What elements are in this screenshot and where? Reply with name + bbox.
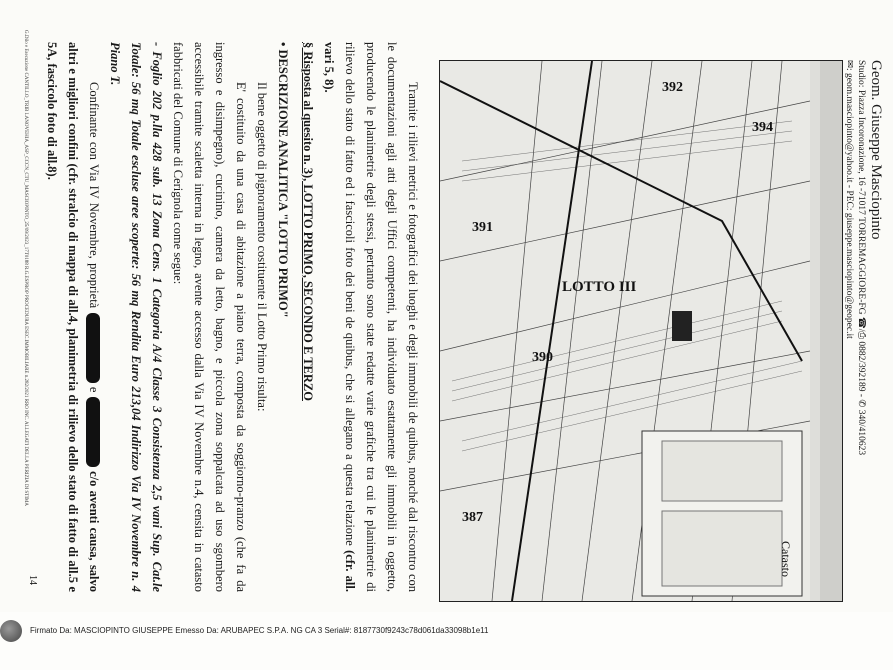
digital-signature: Firmato Da: MASCIOPINTO GIUSEPPE Emesso Da: ARUBAPEC S.P.A. NG CA 3 Serial#: 8187730f9243c78d061da33098b1e11 [30, 626, 489, 635]
lot-heading: • DESCRIZIONE ANALITICA "LOTTO PRIMO" [276, 42, 290, 318]
boundaries-text-b: e [87, 386, 101, 393]
intro-ref: (cfr. all. vari 5, 8). [322, 42, 357, 592]
boundaries-text-c: c/o aventi causa, salvo altri e migliori confini (cfr. stralcio di mappa di all.4, planimetria di rilievo dello stato di fatto di all.5 e 5A, fascicolo foto di all.8). [45, 42, 101, 593]
parcel-label: 391 [472, 220, 493, 235]
paragraph-lot: Il bene oggetto di pignoramento costituente il Lotto Primo risulta: [255, 82, 269, 412]
email-line: ✉: geom.masciopinto@yahoo.it - PEC: giuseppe.masciopinto@geopec.it [844, 60, 854, 339]
parcel-label: 394 [752, 120, 773, 135]
section-heading: § Risposta al quesito n. 3), LOTTO PRIMO, SECONDO E TERZO [301, 42, 315, 401]
paragraph-intro [318, 42, 423, 592]
seal-icon [0, 620, 22, 642]
studio-address: Studio: Piazza Incoronazione, 16 -71017 TORREMAGGIORE-FG ☎/⎙ 0882/392189 - ✆ 340/410623 [856, 60, 866, 456]
redaction-block [86, 397, 100, 467]
report-body [41, 42, 423, 592]
map-drawing [440, 61, 842, 601]
letterhead [843, 60, 885, 600]
surveyor-name: Geom. Giuseppe Masciopinto [868, 60, 884, 240]
cadastral-data: - Foglio 202 p.lla 428 sub. 13 Zona Cens. 1 Categoria A/4 Classe 3 Consistenza 2,5 vani Sup. Cat.le Totale: 56 mq Totale escluse aree scoperte: 56 mq Rendita Euro 213,04 Indirizzo Via IV Novembre n. 4 Piano T. [108, 42, 164, 592]
redaction-block [86, 313, 100, 383]
catasto-panel-title: Catasto [779, 541, 793, 577]
lot-label: LOTTO III [562, 279, 637, 295]
parcel-label: 390 [532, 350, 553, 365]
paragraph-description: E' costituito da una casa di abitazione a piano terra, composta da soggiorno-pranzo (che fa da ingresso e disimpegno), cucinino, camera da letto, bagno, e piccola zona soppalcata ad uso sgombero accessibile tramite scaletta interna in legno, avente accesso dalla Via IV Novembre n.4, censita in catasto fabbricati del Comune di Cerignola come segue: [171, 42, 248, 592]
parcel-label: 392 [662, 80, 683, 95]
paragraph-boundaries [41, 42, 104, 592]
signature-bar [0, 620, 893, 650]
file-footer: G.Dilo e Esecuzione CANTILLO_TRIB LANOVEHIA_ASP_CCCN_CTU_MASCIOPINTO_25/09/2023_17T0188 R.G.ESPROP PROCEDURA ESEC.IMMOBILIARE n.282/2021 RRO INC. ALLEGATI DELLA PERIZIA DI STIMA [23, 30, 28, 506]
cadastral-map-screenshot [439, 60, 843, 602]
boundaries-text-a: Confinante con Via IV Novembre, proprietà [87, 82, 101, 309]
intro-text: Tramite i rilievi metrici e fotografici dei luoghi e degli immobili de quibus, nonché dal riscontro con le documentazioni agli atti degli Uffici competenti, ha individuato esattamente gli immobili in oggetto, producendo le planimetrie degli stessi, pertanto sono state redatte varie grafiche tra cui le planimetrie di rilievo dello stato di fatto ed i fascicoli foto dei beni de quibus, che si allegano a questa relazione [343, 42, 420, 592]
page-number: 14 [27, 575, 38, 585]
parcel-label: 387 [462, 510, 483, 525]
